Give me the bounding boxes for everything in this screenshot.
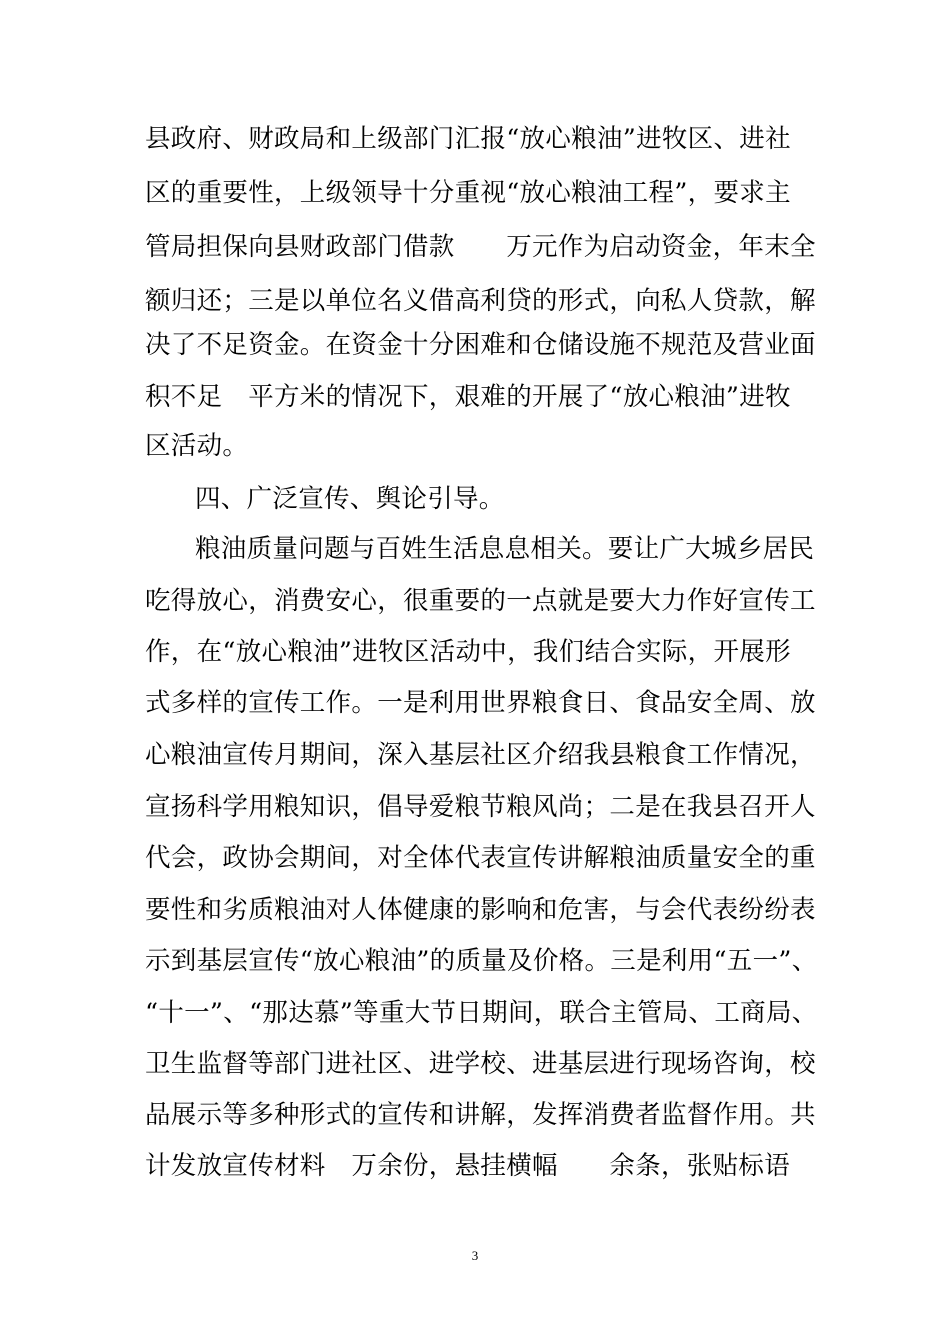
- text-line: 式多样的宣传工作。一是利用世界粮食日、食品安全周、放: [145, 688, 816, 718]
- text-line: 示到基层宣传“放心粮油”的质量及价格。三是利用“五一”、: [145, 946, 818, 976]
- section-heading: 四、广泛宣传、舆论引导。: [195, 484, 505, 514]
- text-line: 卫生监督等部门进社区、进学校、进基层进行现场咨询，校: [145, 1049, 816, 1079]
- text-line: 县政府、财政局和上级部门汇报“放心粮油”进牧区、进社: [145, 124, 791, 154]
- text-line: “十一”、“那达慕”等重大节日期间，联合主管局、工商局、: [145, 998, 818, 1028]
- page-number: 3: [471, 1248, 479, 1263]
- text-line: 作，在“放心粮油”进牧区活动中，我们结合实际，开展形: [145, 637, 791, 667]
- text-line: 吃得放心，消费安心，很重要的一点就是要大力作好宣传工: [145, 586, 816, 616]
- text-line: 粮油质量问题与百姓生活息息相关。要让广大城乡居民: [195, 534, 815, 564]
- text-line: 管局担保向县财政部门借款 万元作为启动资金，年末全: [145, 232, 816, 262]
- text-line: 品展示等多种形式的宣传和讲解，发挥消费者监督作用。共: [145, 1100, 816, 1130]
- text-line: 区的重要性，上级领导十分重视“放心粮油工程”，要求主: [145, 178, 791, 208]
- text-line: 代会，政协会期间，对全体代表宣传讲解粮油质量安全的重: [145, 843, 816, 873]
- text-line: 宣扬科学用粮知识，倡导爱粮节粮风尚；二是在我县召开人: [145, 792, 816, 822]
- text-line: 心粮油宣传月期间，深入基层社区介绍我县粮食工作情况，: [145, 740, 816, 770]
- text-line: 区活动。: [145, 431, 249, 461]
- text-line: 额归还；三是以单位名义借高利贷的形式，向私人贷款，解: [145, 286, 816, 316]
- text-line: 积不足 平方米的情况下，艰难的开展了“放心粮油”进牧: [145, 382, 791, 412]
- text-line: 要性和劣质粮油对人体健康的影响和危害，与会代表纷纷表: [145, 895, 816, 925]
- text-line: 决了不足资金。在资金十分困难和仓储设施不规范及营业面: [145, 330, 816, 360]
- text-line: 计发放宣传材料 万余份，悬挂横幅 余条，张贴标语: [145, 1151, 791, 1181]
